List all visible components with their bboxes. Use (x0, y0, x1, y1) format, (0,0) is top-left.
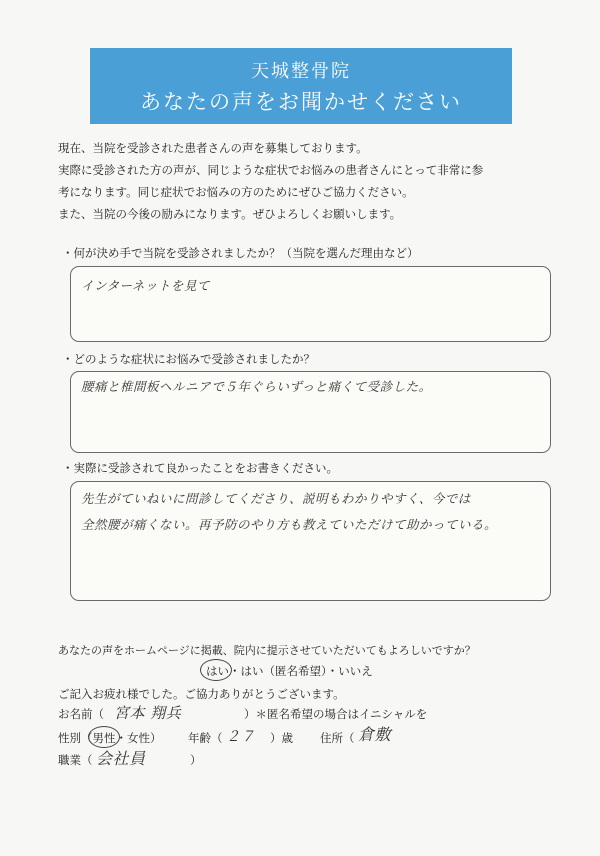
age-value: ２７ (226, 729, 255, 745)
answer-3-line-2: 全然腰が痛くない。再予防のやり方も教えていただけて助かっている。 (81, 517, 498, 532)
intro-line-2: 実際に受診された方の声が、同じような症状でお悩みの患者さんにとって非常に参 (58, 163, 484, 177)
consent-options: はい・はい（匿名希望）・いいえ (206, 664, 373, 678)
form-header (90, 48, 512, 124)
age-label: 年齢（ (188, 731, 223, 745)
name-value: 宮本 翔兵 (114, 704, 182, 722)
form-title: あなたの声をお聞かせください (140, 90, 462, 114)
gender-label: 性別（男性・女性） (58, 731, 162, 745)
job-value: 会社員 (96, 749, 146, 768)
name-label: お名前（ (58, 707, 104, 721)
answer-3-line-1: 先生がていねいに問診してくださり、説明もわかりやすく、今では (81, 491, 471, 506)
question-3: ・実際に受診されて良かったことをお書きください。 (62, 461, 338, 475)
thanks-text: ご記入お疲れ様でした。ご協力ありがとうございます。 (58, 687, 345, 701)
job-close: ） (190, 753, 202, 767)
question-2: ・どのような症状にお悩みで受診されましたか？ (62, 352, 315, 366)
intro-line-3: 考になります。同じ症状でお悩みの方のためにぜひご協力ください。 (58, 185, 414, 199)
selected-option-circle (200, 659, 232, 681)
intro-line-1: 現在、当院を受診された患者さんの声を募集しております。 (58, 141, 368, 155)
answer-2-text: 腰痛と椎間板ヘルニアで５年ぐらいずっと痛くて受診した。 (81, 379, 432, 394)
consent-question: あなたの声をホームページに掲載、院内に提示させていただいてもよろしいですか？ (58, 644, 476, 657)
address-label: 住所（ (320, 731, 355, 745)
question-1: ・何が決め手で当院を受診されましたか？（当院を選んだ理由など） (62, 246, 419, 260)
answer-box-3[interactable] (70, 481, 551, 601)
job-label: 職業（ (58, 753, 93, 767)
answer-box-1[interactable] (70, 266, 551, 342)
answer-box-2[interactable] (70, 371, 551, 453)
gender-selected-circle (88, 726, 120, 748)
age-close: ）歳 (270, 731, 293, 745)
address-value: 倉敷 (358, 725, 392, 744)
intro-line-4: また、当院の今後の励みになります。ぜひよろしくお願いします。 (58, 207, 402, 221)
anonymous-note: ）＊匿名希望の場合はイニシャルを (244, 707, 428, 721)
clinic-name: 天城整骨院 (251, 61, 351, 82)
answer-1-text: インターネットを見て (81, 278, 210, 293)
